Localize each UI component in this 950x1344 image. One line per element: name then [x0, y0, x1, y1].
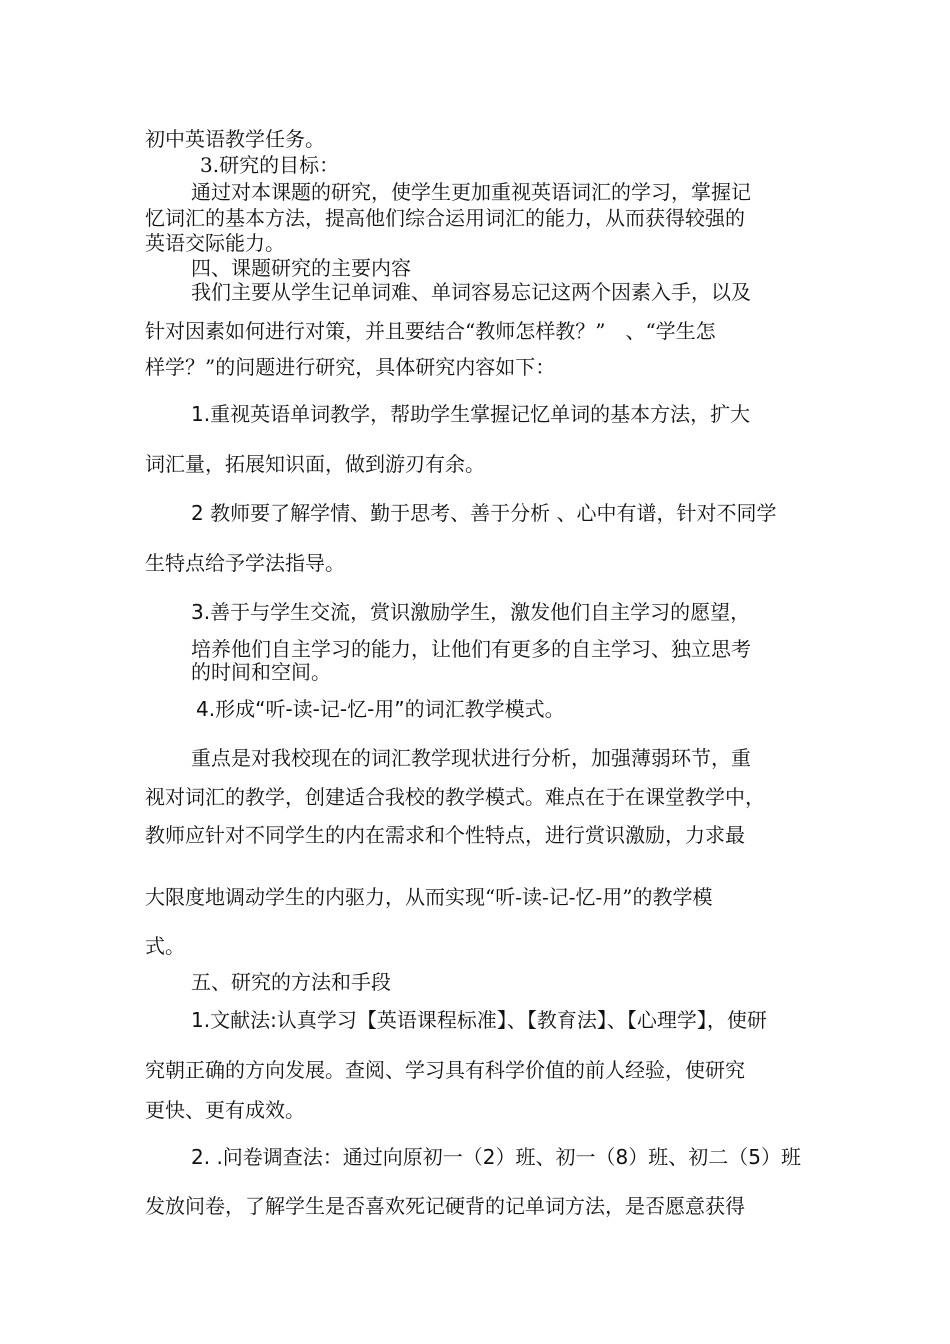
- text-line: 重点是对我校现在的词汇教学现状进行分析，加强薄弱环节，重: [191, 746, 751, 770]
- text-line: 忆词汇的基本方法，提高他们综合运用词汇的能力，从而获得较强的: [145, 206, 745, 230]
- list-item: 1.重视英语单词教学，帮助学生掌握记忆单词的基本方法，扩大: [191, 402, 751, 426]
- text-line: 通过对本课题的研究，使学生更加重视英语词汇的学习，掌握记: [191, 180, 751, 204]
- text-line: 更快、更有成效。: [145, 1098, 305, 1122]
- text-line: 词汇量，拓展知识面，做到游刃有余。: [145, 452, 485, 476]
- text-line: 的时间和空间。: [191, 660, 331, 684]
- list-item: 4.形成“听-读-记-忆-用”的词汇教学模式。: [196, 697, 565, 721]
- section-heading: 3.研究的目标：: [200, 153, 340, 177]
- text-line: 样学？”的问题进行研究，具体研究内容如下：: [145, 355, 556, 379]
- text-line: 培养他们自主学习的能力，让他们有更多的自主学习、独立思考: [191, 637, 751, 661]
- text-line: 我们主要从学生记单词难、单词容易忘记这两个因素入手，以及: [191, 280, 751, 304]
- text-line: 教师应针对不同学生的内在需求和个性特点，进行赏识激励，力求最: [145, 823, 745, 847]
- text-line: 生特点给予学法指导。: [145, 551, 345, 575]
- list-item: 1.文献法:认真学习【英语课程标准】、【教育法】、【心理学】，使研: [191, 1008, 767, 1032]
- text-line: 英语交际能力。: [145, 231, 285, 255]
- list-item: 3.善于与学生交流，赏识激励学生，激发他们自主学习的愿望，: [191, 600, 751, 624]
- text-line: 初中英语教学任务。: [145, 127, 325, 151]
- section-heading: 四、课题研究的主要内容: [191, 256, 411, 280]
- text-line: 发放问卷，了解学生是否喜欢死记硬背的记单词方法，是否愿意获得: [145, 1194, 745, 1218]
- list-item: 2. .问卷调查法：通过向原初一（2）班、初一（8）班、初二（5）班: [191, 1145, 801, 1169]
- text-line: 式。: [145, 934, 185, 958]
- section-heading: 五、研究的方法和手段: [191, 970, 391, 994]
- list-item: 2 教师要了解学情、勤于思考、善于分析 、心中有谱，针对不同学: [191, 501, 777, 525]
- text-line: 究朝正确的方向发展。查阅、学习具有科学价值的前人经验，使研究: [145, 1058, 745, 1082]
- text-line: 视对词汇的教学，创建适合我校的教学模式。难点在于在课堂教学中，: [145, 785, 765, 809]
- text-line: 大限度地调动学生的内驱力，从而实现“听-读-记-忆-用”的教学模: [145, 885, 713, 909]
- text-line: 针对因素如何进行对策，并且要结合“教师怎样教？” 、“学生怎: [145, 319, 716, 343]
